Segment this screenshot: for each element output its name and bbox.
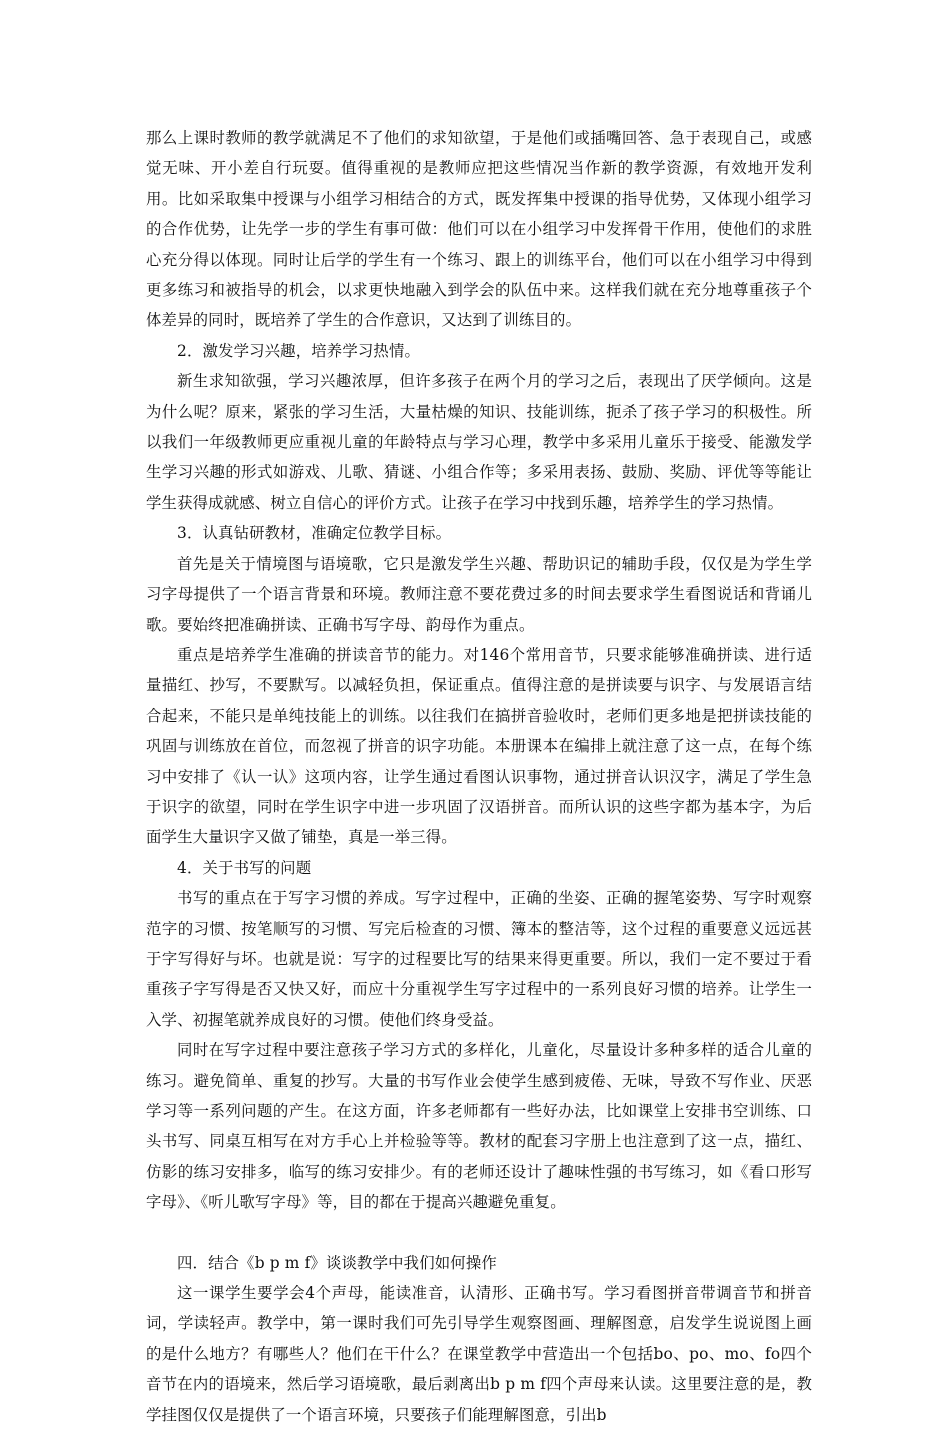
paragraph-writing-habits: 书写的重点在于写字习惯的养成。写字过程中，正确的坐姿、正确的握笔姿势、写字时观察范字的习惯、按笔顺写的习惯、写完后检查的习惯、簿本的整洁等，这个过程的重要意义远远甚于字写得好与坏。也就是说：写字的过程要比写的结果来得更重要。所以，我们一定不要过于看重孩子字写得是否又快又好，而应十分重视学生写字过程中的一系列良好习惯的培养。让学生一入学、初握笔就养成良好的习惯。使他们终身受益。 bbox=[146, 889, 812, 1029]
section-heading-4: 4．关于书写的问题 bbox=[177, 858, 312, 877]
blank-line bbox=[146, 1218, 812, 1248]
section-heading-four: 四．结合《b p m f》谈谈教学中我们如何操作 bbox=[177, 1253, 497, 1272]
paragraph-bpmf-lesson: 这一课学生要学会4个声母，能读准音，认清形、正确书写。学习看图拼音带调音节和拼音词，学读轻声。教学中，第一课时我们可先引导学生观察图画、理解图意，启发学生说说图上画的是什么地方？有哪些人？他们在干什么？在课堂教学中营造出一个包括bo、po、mo、fo四个音节在内的语境来，然后学习语境歌，最后剥离出b p m f四个声母来认读。这里要注意的是，教学挂图仅仅是提供了一个语言环境，只要孩子们能理解图意，引出b bbox=[146, 1284, 812, 1424]
document-page bbox=[146, 123, 812, 1430]
paragraph-writing-variety: 同时在写字过程中要注意孩子学习方式的多样化，儿童化，尽量设计多种多样的适合儿童的练习。避免简单、重复的抄写。大量的书写作业会使学生感到疲倦、无味，导致不写作业、厌恶学习等一系列问题的产生。在这方面，许多老师都有一些好办法，比如课堂上安排书空训练、口头书写、同桌互相写在对方手心上并检验等等。教材的配套习字册上也注意到了这一点，描红、仿影的练习安排多，临写的练习安排少。有的老师还设计了趣味性强的书写练习，如《看口形写字母》、《听儿歌写字母》等，目的都在于提高兴趣避免重复。 bbox=[146, 1041, 812, 1212]
paragraph-continuation: 那么上课时教师的教学就满足不了他们的求知欲望，于是他们或插嘴回答、急于表现自己，或感觉无味、开小差自行玩耍。值得重视的是教师应把这些情况当作新的教学资源，有效地开发利用。比如采取集中授课与小组学习相结合的方式，既发挥集中授课的指导优势，又体现小组学习的合作优势，让先学一步的学生有事可做：他们可以在小组学习中发挥骨干作用，使他们的求胜心充分得以体现。同时让后学的学生有一个练习、跟上的训练平台，他们可以在小组学习中得到更多练习和被指导的机会，以求更快地融入到学会的队伍中来。这样我们就在充分地尊重孩子个体差异的同时，既培养了学生的合作意识，又达到了训练目的。 bbox=[146, 129, 812, 330]
section-heading-2: 2．激发学习兴趣，培养学习热情。 bbox=[177, 341, 421, 360]
paragraph-spelling-ability: 重点是培养学生准确的拼读音节的能力。对146个常用音节，只要求能够准确拼读、进行适量描红、抄写，不要默写。以减轻负担，保证重点。值得注意的是拼读要与识字、与发展语言结合起来，不能只是单纯技能上的训练。以往我们在搞拼音验收时，老师们更多地是把拼读技能的巩固与训练放在首位，而忽视了拼音的识字功能。本册课本在编排上就注意了这一点，在每个练习中安排了《认一认》这项内容，让学生通过看图认识事物，通过拼音认识汉字，满足了学生急于识字的欲望，同时在学生识字中进一步巩固了汉语拼音。而所认识的这些字都为基本字，为后面学生大量识字又做了铺垫，真是一举三得。 bbox=[146, 645, 812, 847]
paragraph-situation-image: 首先是关于情境图与语境歌，它只是激发学生兴趣、帮助识记的辅助手段，仅仅是为学生学习字母提供了一个语言背景和环境。教师注意不要花费过多的时间去要求学生看图说话和背诵儿歌。要始终把准确拼读、正确书写字母、韵母作为重点。 bbox=[146, 554, 812, 634]
section-heading-3: 3．认真钻研教材，准确定位教学目标。 bbox=[177, 524, 452, 543]
paragraph-learning-interest: 新生求知欲强，学习兴趣浓厚，但许多孩子在两个月的学习之后，表现出了厌学倾向。这是为什么呢？原来，紧张的学习生活，大量枯燥的知识、技能训练，扼杀了孩子学习的积极性。所以我们一年级教师更应重视儿童的年龄特点与学习心理，教学中多采用儿童乐于接受、能激发学生学习兴趣的形式如游戏、儿歌、猜谜、小组合作等；多采用表扬、鼓励、奖励、评优等等能让学生获得成就感、树立自信心的评价方式。让孩子在学习中找到乐趣，培养学生的学习热情。 bbox=[146, 372, 812, 512]
